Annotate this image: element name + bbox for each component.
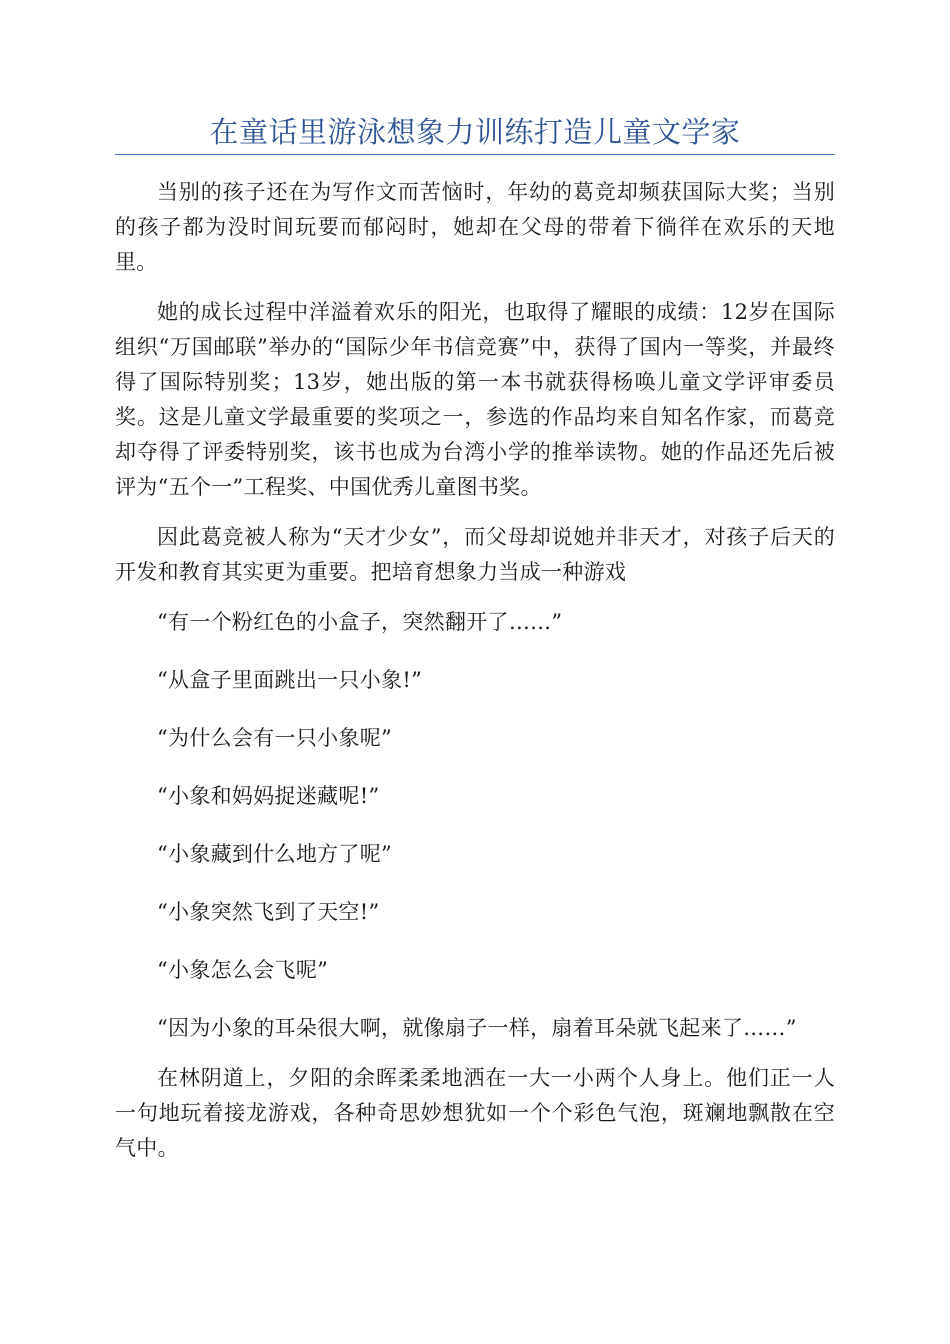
paragraph-achievements: 她的成长过程中洋溢着欢乐的阳光，也取得了耀眼的成绩：12岁在国际组织“万国邮联”举办的“国际少年书信竞赛”中，获得了国内一等奖，并最终得了国际特别奖；13岁，她出版的第一本书就获得杨唤儿童文学评审委员奖。这是儿童文学最重要的奖项之一，参选的作品均来自知名作家，而葛竞却夺得了评委特别奖，该书也成为台湾小学的推举读物。她的作品还先后被评为“五个一”工程奖、中国优秀儿童图书奖。 (115, 300, 835, 499)
paragraph-intro: 当别的孩子还在为写作文而苦恼时，年幼的葛竞却频获国际大奖；当别的孩子都为没时间玩要而郁闷时，她却在父母的带着下徜徉在欢乐的天地里。 (115, 180, 835, 274)
dialogue-line: “小象和妈妈捉迷藏呢!” (157, 784, 380, 808)
dialogue-line: “因为小象的耳朵很大啊，就像扇子一样，扇着耳朵就飞起来了……” (157, 1016, 797, 1040)
title-underline (115, 154, 835, 155)
dialogue-line: “有一个粉红色的小盒子，突然翻开了……” (157, 610, 563, 634)
dialogue-line: “小象突然飞到了天空!” (157, 900, 380, 924)
paragraph-closing: 在林阴道上，夕阳的余晖柔柔地洒在一大一小两个人身上。他们正一人一句地玩着接龙游戏，各种奇思妙想犹如一个个彩色气泡，斑斓地飘散在空气中。 (115, 1066, 835, 1160)
dialogue-line: “小象藏到什么地方了呢” (157, 842, 393, 866)
document-body (115, 175, 835, 1181)
dialogue-line: “小象怎么会飞呢” (157, 958, 329, 982)
dialogue-line: “从盒子里面跳出一只小象!” (157, 668, 423, 692)
document-title: 在童话里游泳想象力训练打造儿童文学家 (209, 115, 741, 149)
paragraph-parents: 因此葛竞被人称为“天才少女”，而父母却说她并非天才，对孩子后天的开发和教育其实更为重要。把培育想象力当成一种游戏 (115, 525, 835, 584)
dialogue-line: “为什么会有一只小象呢” (157, 726, 393, 750)
